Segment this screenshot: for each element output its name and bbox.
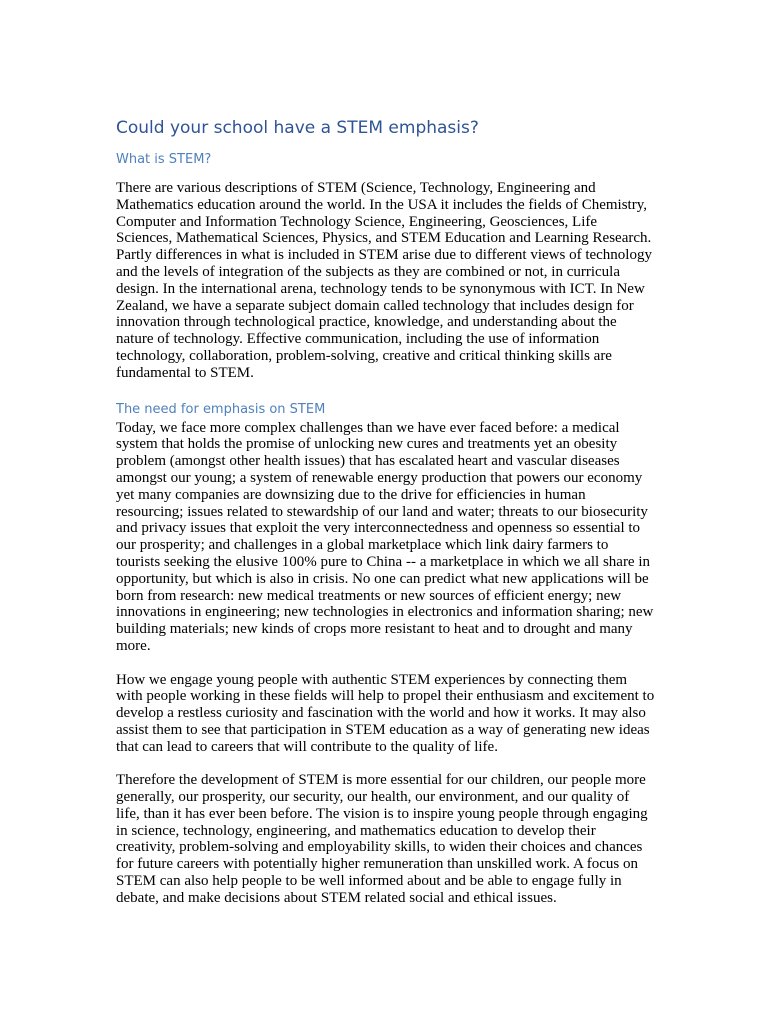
paragraph-complex-challenges: Today, we face more complex challenges than we have ever faced before: a medical system that holds the promise of unlocking new cures and treatments yet an obesity problem (amongst other health issues) that has escalated heart and vascular diseases amongst our young; a system of renewable energy production that powers our economy yet many companies are downsizing due to the drive for efficiencies in human resourcing; issues related to stewardship of our land and water; threats to our biosecurity and privacy issues that exploit the very interconnectedness and openness so essential to our prosperity; and challenges in a global marketplace which link dairy farmers to tourists seeking the elusive 100% pure to China -- a marketplace in which we all share in opportunity, but which is also in crisis. No one can predict what new applications will be born from research: new medical treatments or new sources of efficient energy; new innovations in engineering; new technologies in electronics and information sharing; new building materials; new kinds of crops more resistant to heat and to drought and many more.: [116, 419, 654, 654]
paragraph-engage-young-people: How we engage young people with authentic STEM experiences by connecting them with people working in these fields will help to propel their enthusiasm and excitement to develop a restless curiosity and fascination with the world and how it works. It may also assist them to see that participation in STEM education as a way of generating new ideas that can lead to careers that will contribute to the quality of life.: [116, 671, 655, 755]
section-heading-what-is-stem: What is STEM?: [116, 152, 212, 167]
paragraph-what-is-stem: There are various descriptions of STEM (Science, Technology, Engineering and Mathematics education around the world. In the USA it includes the fields of Chemistry, Computer and Information Technology Science, Engineering, Geosciences, Life Sciences, Mathematical Sciences, Physics, and STEM Education and Learning Research. Partly differences in what is included in STEM arise due to different views of technology and the levels of integration of the subjects as they are combined or not, in curricula design. In the international arena, technology tends to be synonymous with ICT. In New Zealand, we have a separate subject domain called technology that includes design for innovation through technological practice, knowledge, and understanding about the nature of technology. Effective communication, including the use of information technology, collaboration, problem-solving, creative and critical thinking skills are fundamental to STEM.: [116, 180, 652, 381]
document-page: [116, 116, 676, 907]
document-title: Could your school have a STEM emphasis?: [116, 118, 479, 138]
paragraph-development-of-stem: Therefore the development of STEM is more essential for our children, our people more generally, our prosperity, our security, our health, our environment, and our quality of life, than it has ever been before. The vision is to inspire young people through engaging in science, technology, engineering, and mathematics education to develop their creativity, problem-solving and employability skills, to widen their choices and chances for future careers with potentially higher remuneration than unskilled work. A focus on STEM can also help people to be well informed about and be able to engage fully in debate, and make decisions about STEM related social and ethical issues.: [116, 772, 648, 906]
section-heading-need-for-emphasis: The need for emphasis on STEM: [116, 401, 326, 417]
